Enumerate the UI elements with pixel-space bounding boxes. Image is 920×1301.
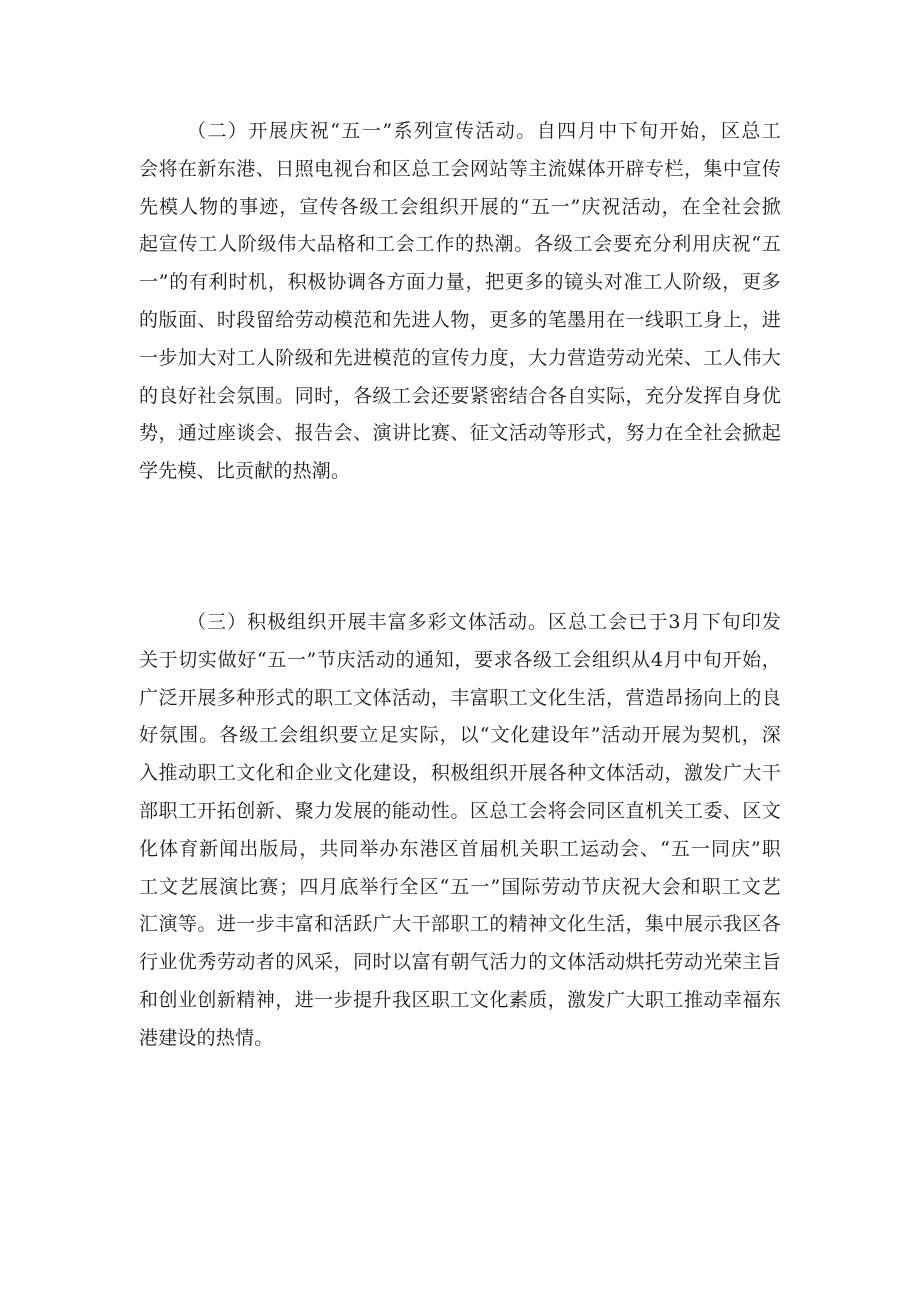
paragraph-line: （二）开展庆祝“五一”系列宣传活动。自四月中下旬开始，区总工 (187, 120, 781, 142)
paragraph-line: 的良好社会氛围。同时，各级工会还要紧密结合各自实际，充分发挥自身优 (139, 384, 781, 407)
paragraph-line: 势，通过座谈会、报告会、演讲比赛、征文活动等形式，努力在全社会掀起 (139, 422, 781, 445)
paragraph-line: 会将在新东港、日照电视台和区总工会网站等主流媒体开辟专栏，集中宣传 (139, 157, 781, 180)
paragraph-line: （三）积极组织开展丰富多彩文体活动。区总工会已于3月下旬印发 (187, 611, 781, 633)
paragraph-line: 行业优秀劳动者的风采，同时以富有朝气活力的文体活动烘托劳动光荣主旨 (139, 951, 781, 974)
paragraph-line: 港建设的热情。 (139, 1026, 274, 1049)
paragraph-line: 部职工开拓创新、聚力发展的能动性。区总工会将会同区直机关工委、区文 (139, 799, 781, 822)
paragraph-line: 起宣传工人阶级伟大品格和工会工作的热潮。各级工会要充分利用庆祝“五 (139, 233, 781, 256)
paragraph-line: 先模人物的事迹，宣传各级工会组织开展的“五一”庆祝活动，在全社会掀 (139, 195, 781, 218)
paragraph-cultural-sports-activities (139, 604, 781, 1058)
paragraph-line: 一”的有利时机，积极协调各方面力量，把更多的镜头对准工人阶级，更多 (139, 271, 781, 294)
paragraph-line: 一步加大对工人阶级和先进模范的宣传力度，大力营造劳动光荣、工人伟大 (139, 346, 781, 369)
paragraph-line: 和创业创新精神，进一步提升我区职工文化素质，激发广大职工推动幸福东 (139, 988, 781, 1011)
paragraph-line: 工文艺展演比赛；四月底举行全区“五一”国际劳动节庆祝大会和职工文艺 (139, 875, 781, 898)
paragraph-line: 汇演等。进一步丰富和活跃广大干部职工的精神文化生活，集中展示我区各 (139, 913, 781, 936)
paragraph-line: 广泛开展多种形式的职工文体活动，丰富职工文化生活，营造昂扬向上的良 (139, 686, 781, 709)
paragraph-line: 关于切实做好“五一”节庆活动的通知，要求各级工会组织从4月中旬开始， (139, 648, 781, 671)
paragraph-line: 化体育新闻出版局，共同举办东港区首届机关职工运动会、“五一同庆”职 (139, 837, 781, 860)
paragraph-line: 入推动职工文化和企业文化建设，积极组织开展各种文体活动，激发广大干 (139, 762, 781, 785)
paragraph-publicity-activities (139, 113, 781, 491)
paragraph-line: 的版面、时段留给劳动模范和先进人物，更多的笔墨用在一线职工身上，进 (139, 308, 781, 331)
paragraph-line: 学先模、比贡献的热潮。 (139, 460, 351, 483)
paragraph-line: 好氛围。各级工会组织要立足实际，以“文化建设年”活动开展为契机，深 (139, 724, 781, 747)
